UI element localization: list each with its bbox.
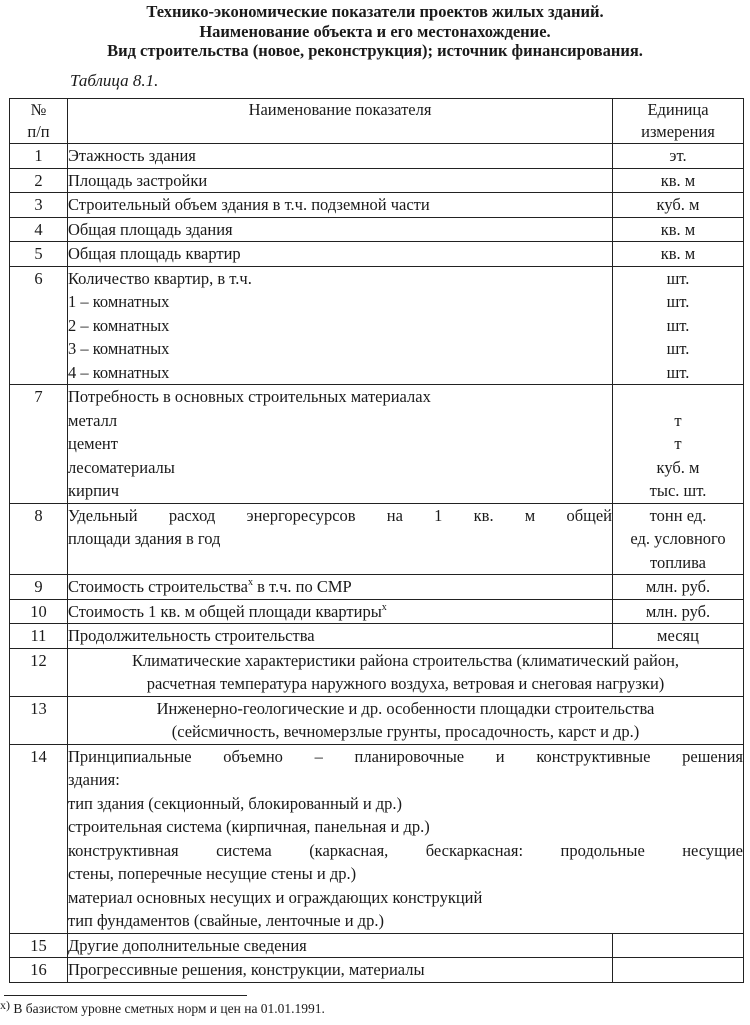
row-unit-line — [613, 934, 743, 958]
table-row — [10, 744, 744, 933]
table-row — [10, 193, 744, 218]
row-name-line: 4 – комнатных — [68, 362, 170, 382]
row-name-line: строительная система (кирпичная, панельная и др.) — [68, 817, 430, 836]
row-unit-line: куб. м — [656, 457, 700, 477]
row-unit-line: шт. — [666, 362, 690, 382]
row-unit — [613, 575, 744, 600]
row-unit-line: млн. руб. — [645, 601, 711, 621]
row-name-line: Общая площадь квартир — [68, 244, 241, 263]
table-row — [10, 242, 744, 267]
indicators-table — [9, 98, 744, 983]
row-number: 2 — [10, 168, 68, 193]
row-name — [68, 503, 613, 575]
table-header-row — [10, 99, 744, 144]
row-name-line: Климатические характеристики района строительства (климатический район, — [131, 650, 680, 670]
row-name-line: цемент — [68, 434, 118, 453]
row-unit-line: шт. — [666, 268, 690, 288]
row-unit-line: тонн ед. — [649, 505, 707, 525]
row-unit-line — [613, 385, 743, 409]
row-unit-line — [613, 958, 743, 982]
header-unit-line-1: Единица — [647, 100, 709, 119]
table-row — [10, 266, 744, 385]
title-line-2: Наименование объекта и его местонахождение. — [199, 21, 551, 41]
row-unit — [613, 385, 744, 504]
row-number: 15 — [10, 933, 68, 958]
row-name-line: 1 – комнатных — [68, 292, 170, 311]
row-unit — [613, 242, 744, 267]
row-name-line: Потребность в основных строительных материалах — [68, 387, 431, 406]
row-unit — [613, 933, 744, 958]
row-name-line: Продолжительность строительства — [68, 626, 315, 645]
row-unit-line: ед. условного — [630, 529, 726, 548]
row-name-line: кирпич — [68, 481, 120, 500]
row-name-line: (сейсмичность, вечномерзлые грунты, просадочность, карст и др.) — [171, 722, 640, 741]
row-name — [68, 696, 744, 744]
header-number — [10, 99, 68, 144]
row-name — [68, 575, 613, 600]
row-name-line: Другие дополнительные сведения — [68, 935, 307, 955]
row-name-line: тип здания (секционный, блокированный и др.) — [68, 793, 403, 813]
row-number: 11 — [10, 624, 68, 649]
row-name-rest: в т.ч. по СМР — [252, 577, 352, 596]
row-unit-line: т — [674, 410, 682, 430]
row-unit — [613, 144, 744, 169]
row-name-line: здания: — [68, 770, 120, 789]
row-unit-line: шт. — [666, 292, 690, 311]
row-number: 9 — [10, 575, 68, 600]
row-unit-line: шт. — [666, 339, 690, 358]
row-unit-line: месяц — [657, 626, 699, 645]
table-row — [10, 217, 744, 242]
row-name-line — [68, 575, 612, 599]
row-unit-line: шт. — [666, 315, 690, 335]
row-unit-line: кв. м — [660, 244, 696, 263]
row-unit-line: кв. м — [660, 219, 696, 239]
table-row — [10, 168, 744, 193]
footnote-mark: х) — [0, 998, 10, 1012]
row-name — [68, 648, 744, 696]
row-unit-line: млн. руб. — [645, 577, 711, 596]
title-line-3: Вид строительства (новое, реконструкция); источник финансирования. — [107, 41, 643, 60]
row-unit — [613, 958, 744, 983]
row-unit-line: кв. м — [660, 170, 696, 190]
header-number-line-2: п/п — [27, 122, 50, 141]
row-name-line: тип фундаментов (свайные, ленточные и др.) — [68, 911, 384, 930]
table-caption: Таблица 8.1. — [70, 71, 159, 90]
row-number: 14 — [10, 744, 68, 933]
row-name-line: Принципиальные объемно – планировочные и конструктивные решения — [68, 746, 743, 766]
row-name-line: Прогрессивные решения, конструкции, материалы — [68, 960, 425, 979]
row-name — [68, 242, 613, 267]
row-unit — [613, 624, 744, 649]
table-body — [10, 144, 744, 983]
row-name-line: Удельный расход энергоресурсов на 1 кв. м общей — [68, 505, 612, 525]
header-number-line-1: № — [30, 100, 47, 119]
row-number: 5 — [10, 242, 68, 267]
row-number: 16 — [10, 958, 68, 983]
row-name-line: Этажность здания — [68, 146, 196, 165]
row-number: 4 — [10, 217, 68, 242]
row-name-line: 3 – комнатных — [68, 339, 170, 358]
row-name-line: Количество квартир, в т.ч. — [68, 268, 252, 288]
row-number: 10 — [10, 599, 68, 624]
table-row — [10, 144, 744, 169]
row-number: 8 — [10, 503, 68, 575]
footnote-divider — [4, 995, 247, 996]
footnote-reference: х — [247, 577, 253, 588]
row-name-text: Стоимость 1 кв. м общей площади квартиры — [68, 601, 382, 621]
row-number: 7 — [10, 385, 68, 504]
row-number: 1 — [10, 144, 68, 169]
row-name-text: Стоимость строительства — [68, 577, 248, 596]
row-name — [68, 385, 613, 504]
row-number: 6 — [10, 266, 68, 385]
row-unit — [613, 503, 744, 575]
row-name — [68, 624, 613, 649]
row-name-line: конструктивная система (каркасная, бескаркасная: продольные несущие — [68, 840, 743, 860]
header-indicator-name: Наименование показателя — [68, 99, 613, 144]
row-name-line: лесоматериалы — [68, 457, 175, 477]
document-title — [0, 2, 750, 61]
row-unit — [613, 193, 744, 218]
row-number: 3 — [10, 193, 68, 218]
row-name-line — [68, 600, 612, 624]
row-name-line: Строительный объем здания в т.ч. подземной части — [68, 195, 430, 214]
row-unit-line: т — [674, 434, 682, 453]
row-name-line: Инженерно-геологические и др. особенности площадки строительства — [156, 698, 655, 718]
row-name — [68, 193, 613, 218]
row-unit-line: куб. м — [656, 195, 700, 214]
table-row — [10, 624, 744, 649]
row-name — [68, 168, 613, 193]
row-name — [68, 744, 744, 933]
row-name — [68, 144, 613, 169]
title-line-1: Технико-экономические показатели проектов жилых зданий. — [146, 2, 604, 21]
row-unit-line: топлива — [649, 552, 707, 572]
row-name-line: Площадь застройки — [68, 170, 208, 190]
row-unit-line: тыс. шт. — [649, 481, 707, 500]
row-name-line: 2 – комнатных — [68, 315, 170, 335]
row-unit — [613, 217, 744, 242]
footnote-reference: х — [381, 601, 387, 613]
row-name — [68, 958, 613, 983]
footnote — [0, 998, 325, 1017]
footnote-text: В базистом уровне сметных норм и цен на 01.01.1991. — [10, 1001, 325, 1016]
table-row — [10, 503, 744, 575]
row-number: 12 — [10, 648, 68, 696]
row-name-line: стены, поперечные несущие стены и др.) — [68, 864, 357, 883]
table-row — [10, 648, 744, 696]
row-name-line: площади здания в год — [68, 529, 221, 548]
table-row — [10, 385, 744, 504]
table-row — [10, 599, 744, 624]
row-name — [68, 933, 613, 958]
row-name-line: материал основных несущих и ограждающих конструкций — [68, 887, 483, 907]
row-name — [68, 266, 613, 385]
row-unit — [613, 266, 744, 385]
table-row — [10, 958, 744, 983]
row-name — [68, 217, 613, 242]
table-row — [10, 696, 744, 744]
row-name — [68, 599, 613, 624]
row-name-line: расчетная температура наружного воздуха, ветровая и снеговая нагрузки) — [146, 674, 665, 693]
row-unit — [613, 168, 744, 193]
table-row — [10, 933, 744, 958]
row-unit — [613, 599, 744, 624]
header-unit — [613, 99, 744, 144]
header-unit-line-2: измерения — [641, 122, 715, 141]
row-name-line: Общая площадь здания — [68, 219, 233, 239]
table-row — [10, 575, 744, 600]
row-number: 13 — [10, 696, 68, 744]
row-unit-line: эт. — [669, 146, 687, 165]
row-name-line: металл — [68, 410, 118, 430]
